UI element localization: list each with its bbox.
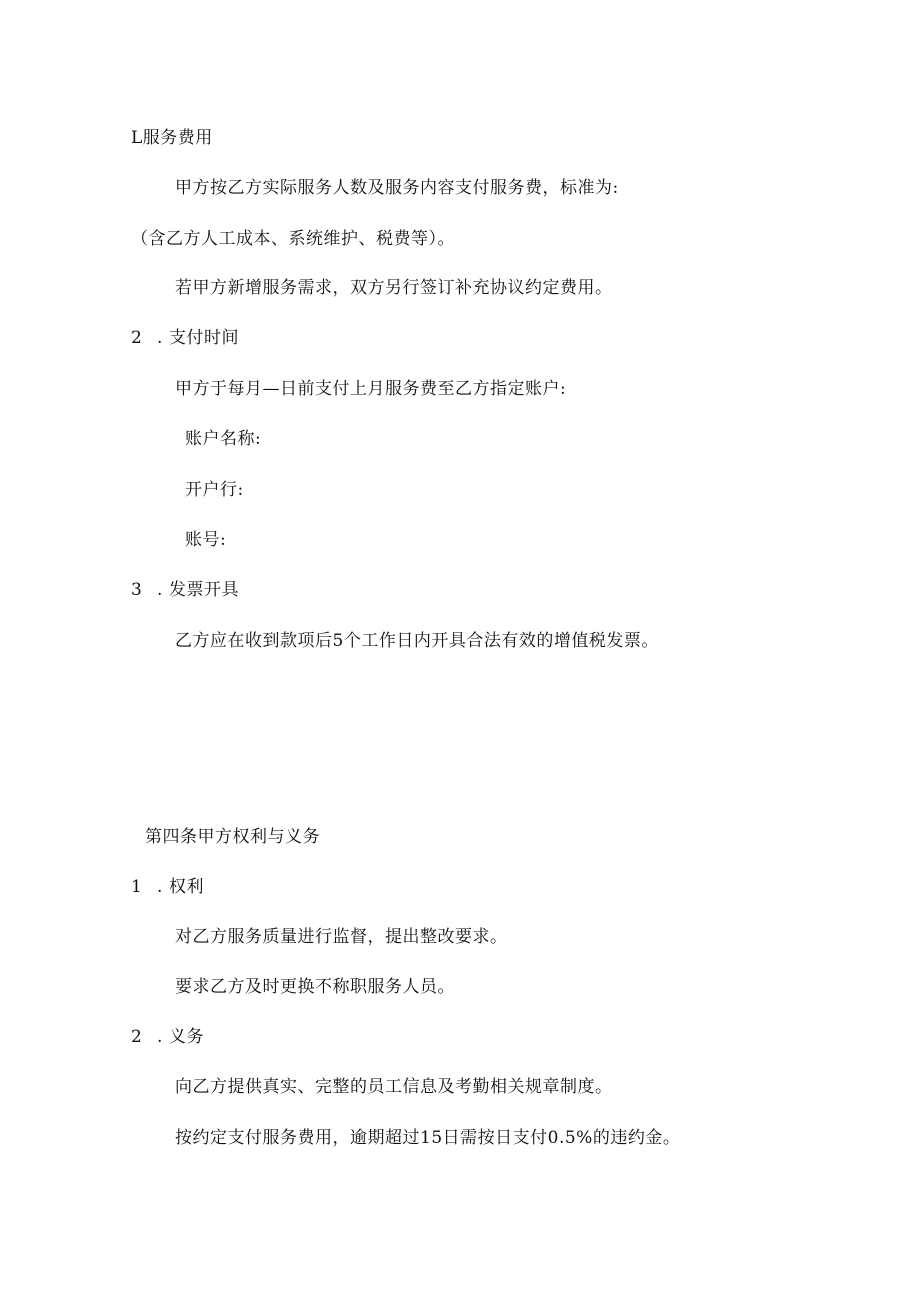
paragraph-duty-employee-info: 向乙方提供真实、完整的员工信息及考勤相关规章制度。 bbox=[175, 1077, 613, 1097]
section-heading-duties bbox=[131, 1026, 204, 1048]
section-number: 2 bbox=[131, 1027, 143, 1047]
account-name-label: 账户名称: bbox=[185, 429, 262, 449]
account-number-label: 账号: bbox=[185, 530, 227, 550]
section-heading-payment-time bbox=[131, 327, 239, 349]
section-dot: . bbox=[157, 1027, 163, 1047]
section-heading-invoice bbox=[131, 579, 239, 601]
section-title: 发票开具 bbox=[169, 580, 239, 600]
section-heading-rights bbox=[131, 876, 204, 898]
paragraph-right-supervision: 对乙方服务质量进行监督，提出整改要求。 bbox=[175, 927, 508, 947]
section-title: 支付时间 bbox=[169, 328, 239, 348]
section-dot: . bbox=[157, 877, 163, 897]
section-heading-service-fees: L服务费用 bbox=[131, 128, 213, 148]
paragraph-right-replacement: 要求乙方及时更换不称职服务人员。 bbox=[175, 977, 455, 997]
paragraph-duty-payment-penalty: 按约定支付服务费用，逾期超过15日需按日支付0.5%的违约金。 bbox=[175, 1128, 681, 1148]
paragraph-additional-services: 若甲方新增服务需求，双方另行签订补充协议约定费用。 bbox=[175, 278, 613, 298]
section-dot: . bbox=[157, 580, 163, 600]
section-number: 2 bbox=[131, 328, 143, 348]
section-number: 3 bbox=[131, 580, 143, 600]
section-dot: . bbox=[157, 328, 163, 348]
section-title: 权利 bbox=[169, 877, 204, 897]
section-title: 义务 bbox=[169, 1027, 204, 1047]
section-number: 1 bbox=[131, 877, 143, 897]
paragraph-fee-inclusions: （含乙方人工成本、系统维护、税费等）。 bbox=[131, 229, 455, 249]
article-four-heading: 第四条甲方权利与义务 bbox=[145, 827, 320, 847]
paragraph-payment-deadline: 甲方于每月—日前支付上月服务费至乙方指定账户: bbox=[175, 379, 567, 399]
paragraph-invoice-issuance: 乙方应在收到款项后5个工作日内开具合法有效的增值税发票。 bbox=[175, 631, 659, 651]
bank-label: 开户行: bbox=[185, 480, 244, 500]
paragraph-fee-standard: 甲方按乙方实际服务人数及服务内容支付服务费，标准为: bbox=[175, 178, 619, 198]
